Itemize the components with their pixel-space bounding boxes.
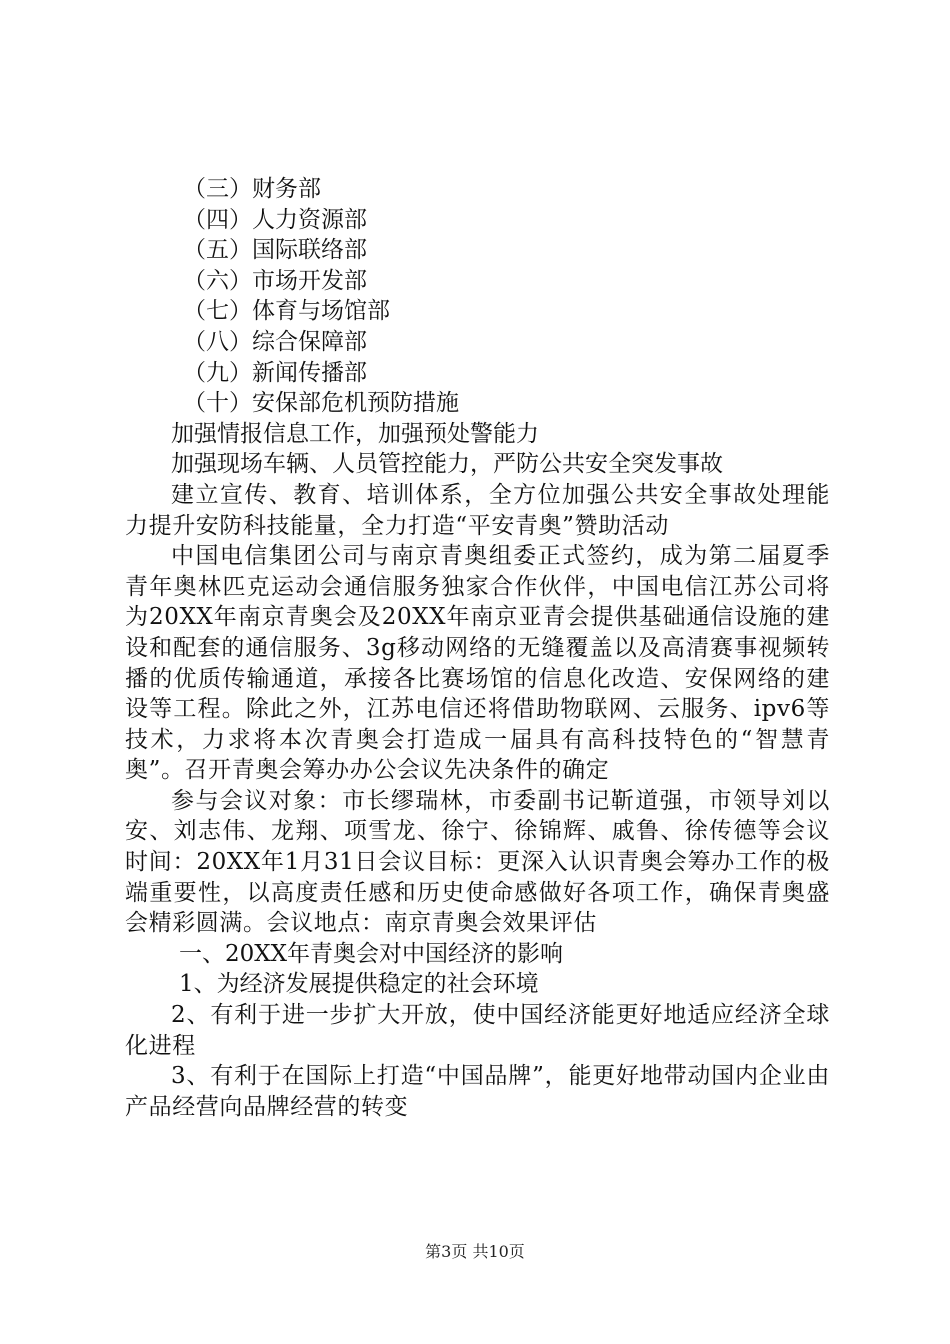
list-item-economic-3: 3、有利于在国际上打造“中国品牌”，能更好地带动国内企业由产品经营向品牌经营的转变 <box>125 1063 830 1120</box>
paragraph-telecom: 中国电信集团公司与南京青奥组委正式签约，成为第二届夏季青年奥林匹克运动会通信服务独家合作伙伴，中国电信江苏公司将为20XX年南京青奥会及20XX年南京亚青会提供基础通信设施的建设和配套的通信服务、3g移动网络的无缝覆盖以及高清赛事视频转播的优质传输通道，承接各比赛场馆的信息化改造、安保网络的建设等工程。除此之外，江苏电信还将借助物联网、云服务、ipv6等技术，力求将本次青奥会打造成一届具有高科技特色的“智慧青奥”。召开青奥会筹办办公会议先决条件的确定 <box>125 543 830 784</box>
paragraph-meeting: 参与会议对象：市长缪瑞林，市委副书记靳道强，市领导刘以安、刘志伟、龙翔、项雪龙、徐宁、徐锦辉、戚鲁、徐传德等会议时间：20XX年1月31日会议目标：更深入认识青奥会筹办工作的极端重要性，以高度责任感和历史使命感做好各项工作，确保青奥盛会精彩圆满。会议地点：南京青奥会效果评估 <box>125 787 830 937</box>
section-heading: 一、20XX年青奥会对中国经济的影响 <box>179 940 564 967</box>
page-number-footer: 第3页 共10页 <box>425 1242 525 1261</box>
measure-intelligence: 加强情报信息工作，加强预处警能力 <box>171 420 539 447</box>
list-item-logistics: （八）综合保障部 <box>183 328 367 355</box>
list-item-marketing: （六）市场开发部 <box>183 267 367 294</box>
document-body <box>125 174 830 1122</box>
list-item-finance: （三）财务部 <box>183 176 321 202</box>
list-item-international: （五）国际联络部 <box>183 237 367 264</box>
list-item-hr: （四）人力资源部 <box>183 206 367 233</box>
list-item-news: （九）新闻传播部 <box>183 359 367 386</box>
paragraph-training: 建立宣传、教育、培训体系，全方位加强公共安全事故处理能力提升安防科技能量，全力打造“平安青奥”赞助活动 <box>125 481 830 539</box>
measure-control: 加强现场车辆、人员管控能力，严防公共安全突发事故 <box>171 451 723 478</box>
list-item-sports-venues: （七）体育与场馆部 <box>183 298 390 325</box>
list-item-economic-2: 2、有利于进一步扩大开放，使中国经济能更好地适应经济全球化进程 <box>125 1002 830 1059</box>
list-item-security: （十）安保部危机预防措施 <box>183 390 459 417</box>
list-item-economic-1: 1、为经济发展提供稳定的社会环境 <box>179 971 539 998</box>
